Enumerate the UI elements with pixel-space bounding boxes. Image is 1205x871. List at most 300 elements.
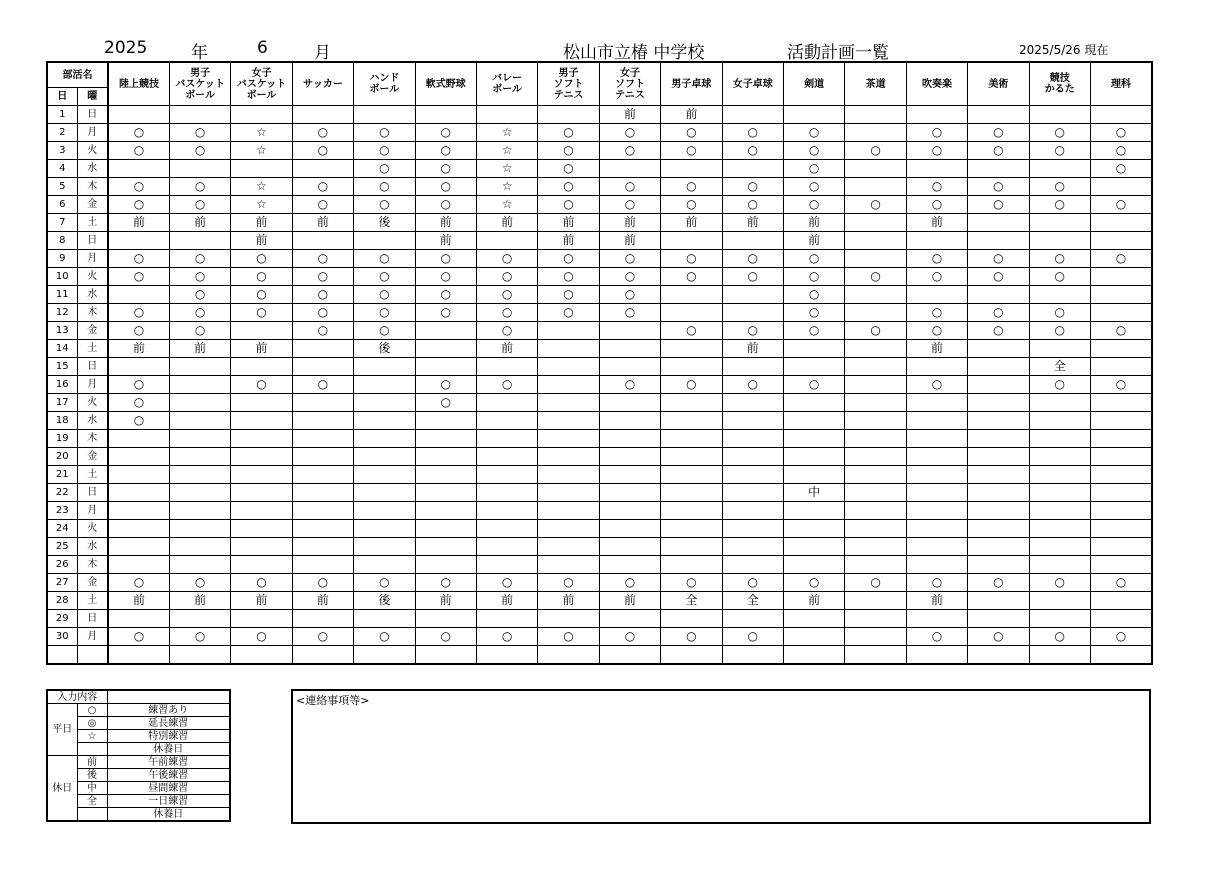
schedule-cell[interactable] xyxy=(538,484,599,502)
schedule-cell[interactable]: ○ xyxy=(169,628,230,646)
schedule-cell[interactable]: ○ xyxy=(354,250,415,268)
schedule-cell[interactable]: ○ xyxy=(354,178,415,196)
schedule-cell[interactable] xyxy=(906,232,967,250)
schedule-cell[interactable]: ○ xyxy=(599,250,660,268)
schedule-cell[interactable] xyxy=(845,376,906,394)
schedule-cell[interactable]: 前 xyxy=(231,214,292,232)
schedule-cell[interactable]: ○ xyxy=(415,394,476,412)
schedule-cell[interactable] xyxy=(538,538,599,556)
schedule-cell[interactable]: ○ xyxy=(354,322,415,340)
schedule-cell[interactable] xyxy=(292,466,353,484)
schedule-cell[interactable] xyxy=(599,394,660,412)
schedule-cell[interactable]: 前 xyxy=(538,232,599,250)
schedule-cell[interactable]: ○ xyxy=(783,376,844,394)
schedule-cell[interactable]: 前 xyxy=(599,232,660,250)
schedule-cell[interactable]: 前 xyxy=(231,592,292,610)
schedule-cell[interactable] xyxy=(108,160,169,178)
schedule-cell[interactable]: ☆ xyxy=(231,142,292,160)
schedule-cell[interactable] xyxy=(968,106,1029,124)
schedule-cell[interactable]: ○ xyxy=(292,250,353,268)
schedule-cell[interactable]: ○ xyxy=(783,286,844,304)
schedule-cell[interactable] xyxy=(845,106,906,124)
schedule-cell[interactable] xyxy=(1029,286,1090,304)
schedule-cell[interactable]: ○ xyxy=(783,322,844,340)
schedule-cell[interactable] xyxy=(538,610,599,628)
schedule-cell[interactable]: 前 xyxy=(415,214,476,232)
schedule-cell[interactable]: ○ xyxy=(906,142,967,160)
schedule-cell[interactable] xyxy=(354,502,415,520)
schedule-cell[interactable]: ○ xyxy=(783,178,844,196)
schedule-cell[interactable]: ○ xyxy=(661,178,722,196)
schedule-cell[interactable] xyxy=(661,358,722,376)
schedule-cell[interactable] xyxy=(538,394,599,412)
schedule-cell[interactable]: ○ xyxy=(415,196,476,214)
schedule-cell[interactable]: ○ xyxy=(538,574,599,592)
schedule-cell[interactable] xyxy=(108,232,169,250)
schedule-cell[interactable] xyxy=(169,646,230,665)
schedule-cell[interactable] xyxy=(169,466,230,484)
schedule-cell[interactable]: 前 xyxy=(231,340,292,358)
schedule-cell[interactable]: ○ xyxy=(538,142,599,160)
schedule-cell[interactable]: ☆ xyxy=(476,178,537,196)
schedule-cell[interactable]: ☆ xyxy=(476,124,537,142)
schedule-cell[interactable]: ○ xyxy=(415,160,476,178)
schedule-cell[interactable] xyxy=(906,358,967,376)
schedule-cell[interactable]: ○ xyxy=(968,628,1029,646)
schedule-cell[interactable]: ○ xyxy=(415,574,476,592)
schedule-cell[interactable]: ○ xyxy=(1029,376,1090,394)
schedule-cell[interactable]: ○ xyxy=(968,124,1029,142)
schedule-cell[interactable] xyxy=(599,358,660,376)
schedule-cell[interactable]: ○ xyxy=(169,124,230,142)
schedule-cell[interactable]: ○ xyxy=(968,196,1029,214)
schedule-cell[interactable] xyxy=(845,232,906,250)
schedule-cell[interactable] xyxy=(722,232,783,250)
schedule-cell[interactable]: 前 xyxy=(906,214,967,232)
schedule-cell[interactable]: 前 xyxy=(783,214,844,232)
schedule-cell[interactable] xyxy=(1091,484,1153,502)
schedule-cell[interactable] xyxy=(108,538,169,556)
schedule-cell[interactable] xyxy=(169,430,230,448)
schedule-cell[interactable]: ○ xyxy=(599,268,660,286)
schedule-cell[interactable] xyxy=(906,286,967,304)
schedule-cell[interactable] xyxy=(845,430,906,448)
schedule-cell[interactable] xyxy=(292,520,353,538)
schedule-cell[interactable] xyxy=(845,538,906,556)
schedule-cell[interactable]: 前 xyxy=(599,592,660,610)
schedule-cell[interactable] xyxy=(722,538,783,556)
schedule-cell[interactable]: ○ xyxy=(415,178,476,196)
schedule-cell[interactable] xyxy=(906,484,967,502)
schedule-cell[interactable] xyxy=(968,502,1029,520)
schedule-cell[interactable] xyxy=(783,448,844,466)
schedule-cell[interactable]: ○ xyxy=(415,250,476,268)
schedule-cell[interactable] xyxy=(722,556,783,574)
schedule-cell[interactable]: ○ xyxy=(1029,304,1090,322)
schedule-cell[interactable] xyxy=(845,556,906,574)
schedule-cell[interactable]: 前 xyxy=(599,214,660,232)
schedule-cell[interactable]: 前 xyxy=(476,592,537,610)
schedule-cell[interactable]: ○ xyxy=(538,196,599,214)
schedule-cell[interactable]: ○ xyxy=(169,304,230,322)
schedule-cell[interactable]: ○ xyxy=(783,268,844,286)
schedule-cell[interactable] xyxy=(661,304,722,322)
schedule-cell[interactable] xyxy=(415,646,476,665)
schedule-cell[interactable] xyxy=(476,448,537,466)
schedule-cell[interactable]: ○ xyxy=(108,394,169,412)
schedule-cell[interactable]: ○ xyxy=(722,142,783,160)
schedule-cell[interactable]: ○ xyxy=(661,124,722,142)
schedule-cell[interactable]: ○ xyxy=(169,574,230,592)
schedule-cell[interactable]: ○ xyxy=(231,286,292,304)
schedule-cell[interactable]: ○ xyxy=(906,304,967,322)
schedule-cell[interactable] xyxy=(599,448,660,466)
schedule-cell[interactable] xyxy=(1029,484,1090,502)
schedule-cell[interactable]: ○ xyxy=(783,142,844,160)
schedule-cell[interactable]: ○ xyxy=(476,304,537,322)
schedule-cell[interactable] xyxy=(292,394,353,412)
schedule-cell[interactable]: ○ xyxy=(476,376,537,394)
schedule-cell[interactable] xyxy=(108,448,169,466)
schedule-cell[interactable] xyxy=(292,556,353,574)
schedule-cell[interactable]: ○ xyxy=(599,286,660,304)
schedule-cell[interactable] xyxy=(169,538,230,556)
schedule-cell[interactable] xyxy=(968,214,1029,232)
schedule-cell[interactable]: ○ xyxy=(906,322,967,340)
schedule-cell[interactable] xyxy=(1029,340,1090,358)
schedule-cell[interactable] xyxy=(538,430,599,448)
schedule-cell[interactable]: ○ xyxy=(599,304,660,322)
schedule-cell[interactable] xyxy=(599,520,660,538)
schedule-cell[interactable]: ☆ xyxy=(231,196,292,214)
schedule-cell[interactable]: ○ xyxy=(476,250,537,268)
schedule-cell[interactable]: ○ xyxy=(231,628,292,646)
schedule-cell[interactable]: ○ xyxy=(354,196,415,214)
schedule-cell[interactable] xyxy=(231,610,292,628)
schedule-cell[interactable] xyxy=(292,430,353,448)
schedule-cell[interactable] xyxy=(845,412,906,430)
schedule-cell[interactable] xyxy=(1029,502,1090,520)
schedule-cell[interactable] xyxy=(292,502,353,520)
schedule-cell[interactable] xyxy=(968,376,1029,394)
schedule-cell[interactable]: ☆ xyxy=(231,124,292,142)
schedule-cell[interactable] xyxy=(538,466,599,484)
schedule-cell[interactable] xyxy=(661,610,722,628)
schedule-cell[interactable] xyxy=(845,466,906,484)
schedule-cell[interactable] xyxy=(783,556,844,574)
schedule-cell[interactable]: ○ xyxy=(1029,574,1090,592)
schedule-cell[interactable]: ☆ xyxy=(476,196,537,214)
schedule-cell[interactable] xyxy=(415,556,476,574)
schedule-cell[interactable] xyxy=(108,520,169,538)
schedule-cell[interactable] xyxy=(292,448,353,466)
schedule-cell[interactable] xyxy=(169,412,230,430)
schedule-cell[interactable] xyxy=(415,484,476,502)
schedule-cell[interactable] xyxy=(1029,214,1090,232)
schedule-cell[interactable] xyxy=(538,322,599,340)
schedule-cell[interactable] xyxy=(845,250,906,268)
schedule-cell[interactable]: 全 xyxy=(661,592,722,610)
schedule-cell[interactable]: 中 xyxy=(783,484,844,502)
schedule-cell[interactable]: ○ xyxy=(292,268,353,286)
schedule-cell[interactable] xyxy=(538,376,599,394)
schedule-cell[interactable]: ○ xyxy=(169,322,230,340)
schedule-cell[interactable] xyxy=(354,520,415,538)
schedule-cell[interactable]: ○ xyxy=(599,124,660,142)
schedule-cell[interactable] xyxy=(292,232,353,250)
schedule-cell[interactable]: ○ xyxy=(108,304,169,322)
schedule-cell[interactable]: ○ xyxy=(292,142,353,160)
schedule-cell[interactable] xyxy=(783,106,844,124)
schedule-cell[interactable]: ○ xyxy=(845,574,906,592)
schedule-cell[interactable]: ○ xyxy=(906,196,967,214)
schedule-cell[interactable]: 前 xyxy=(292,214,353,232)
schedule-cell[interactable] xyxy=(783,412,844,430)
schedule-cell[interactable] xyxy=(968,592,1029,610)
schedule-cell[interactable]: ○ xyxy=(661,250,722,268)
schedule-cell[interactable]: ○ xyxy=(783,304,844,322)
schedule-cell[interactable] xyxy=(1091,538,1153,556)
schedule-cell[interactable] xyxy=(722,394,783,412)
schedule-cell[interactable] xyxy=(783,538,844,556)
schedule-cell[interactable] xyxy=(783,340,844,358)
schedule-cell[interactable] xyxy=(169,376,230,394)
schedule-cell[interactable] xyxy=(661,286,722,304)
schedule-cell[interactable]: ○ xyxy=(661,322,722,340)
notes-box[interactable] xyxy=(291,689,1151,824)
schedule-cell[interactable] xyxy=(906,412,967,430)
schedule-cell[interactable] xyxy=(1091,214,1153,232)
schedule-cell[interactable] xyxy=(661,232,722,250)
schedule-cell[interactable]: ○ xyxy=(108,250,169,268)
schedule-cell[interactable]: ○ xyxy=(538,178,599,196)
schedule-cell[interactable] xyxy=(354,106,415,124)
schedule-cell[interactable] xyxy=(1091,232,1153,250)
schedule-cell[interactable]: ○ xyxy=(108,376,169,394)
schedule-cell[interactable] xyxy=(1091,286,1153,304)
schedule-cell[interactable] xyxy=(231,538,292,556)
schedule-cell[interactable] xyxy=(599,610,660,628)
schedule-cell[interactable] xyxy=(599,484,660,502)
schedule-cell[interactable]: ○ xyxy=(968,322,1029,340)
schedule-cell[interactable]: ○ xyxy=(722,574,783,592)
schedule-cell[interactable] xyxy=(1029,412,1090,430)
schedule-cell[interactable] xyxy=(476,106,537,124)
schedule-cell[interactable] xyxy=(292,538,353,556)
schedule-cell[interactable] xyxy=(968,466,1029,484)
schedule-cell[interactable] xyxy=(1091,646,1153,665)
schedule-cell[interactable]: ○ xyxy=(1091,160,1153,178)
schedule-cell[interactable]: ○ xyxy=(1029,322,1090,340)
schedule-cell[interactable] xyxy=(292,412,353,430)
schedule-cell[interactable]: ○ xyxy=(476,268,537,286)
schedule-cell[interactable] xyxy=(108,556,169,574)
schedule-cell[interactable] xyxy=(1029,610,1090,628)
schedule-cell[interactable] xyxy=(1091,448,1153,466)
schedule-cell[interactable]: ○ xyxy=(661,628,722,646)
schedule-cell[interactable]: 前 xyxy=(722,340,783,358)
schedule-cell[interactable]: ○ xyxy=(231,250,292,268)
schedule-cell[interactable] xyxy=(845,214,906,232)
schedule-cell[interactable]: ○ xyxy=(354,142,415,160)
schedule-cell[interactable] xyxy=(538,412,599,430)
schedule-cell[interactable] xyxy=(783,520,844,538)
schedule-cell[interactable]: ○ xyxy=(906,574,967,592)
schedule-cell[interactable] xyxy=(968,394,1029,412)
schedule-cell[interactable] xyxy=(1091,394,1153,412)
schedule-cell[interactable]: ○ xyxy=(169,196,230,214)
schedule-cell[interactable] xyxy=(722,358,783,376)
schedule-cell[interactable]: ○ xyxy=(906,178,967,196)
schedule-cell[interactable] xyxy=(722,430,783,448)
schedule-cell[interactable] xyxy=(661,556,722,574)
schedule-cell[interactable]: 前 xyxy=(169,592,230,610)
schedule-cell[interactable] xyxy=(845,502,906,520)
schedule-cell[interactable] xyxy=(1091,178,1153,196)
schedule-cell[interactable]: 前 xyxy=(783,232,844,250)
schedule-cell[interactable]: ○ xyxy=(108,628,169,646)
schedule-cell[interactable]: ○ xyxy=(292,304,353,322)
schedule-cell[interactable]: ○ xyxy=(845,268,906,286)
schedule-cell[interactable] xyxy=(476,502,537,520)
schedule-cell[interactable] xyxy=(415,412,476,430)
schedule-cell[interactable] xyxy=(476,646,537,665)
schedule-cell[interactable]: ○ xyxy=(968,304,1029,322)
schedule-cell[interactable] xyxy=(108,646,169,665)
schedule-cell[interactable]: ○ xyxy=(292,574,353,592)
schedule-cell[interactable]: 前 xyxy=(231,232,292,250)
schedule-cell[interactable]: ○ xyxy=(599,376,660,394)
schedule-cell[interactable]: ☆ xyxy=(231,178,292,196)
schedule-cell[interactable] xyxy=(968,412,1029,430)
schedule-cell[interactable] xyxy=(169,556,230,574)
schedule-cell[interactable] xyxy=(1029,160,1090,178)
schedule-cell[interactable] xyxy=(1029,394,1090,412)
schedule-cell[interactable]: 前 xyxy=(108,340,169,358)
schedule-cell[interactable] xyxy=(1029,592,1090,610)
schedule-cell[interactable] xyxy=(538,520,599,538)
schedule-cell[interactable] xyxy=(415,610,476,628)
schedule-cell[interactable]: ○ xyxy=(599,628,660,646)
schedule-cell[interactable] xyxy=(968,340,1029,358)
schedule-cell[interactable]: ○ xyxy=(1029,178,1090,196)
schedule-cell[interactable] xyxy=(845,448,906,466)
schedule-cell[interactable]: ○ xyxy=(599,178,660,196)
schedule-cell[interactable] xyxy=(1091,592,1153,610)
schedule-cell[interactable]: ○ xyxy=(538,124,599,142)
schedule-cell[interactable] xyxy=(108,502,169,520)
schedule-cell[interactable] xyxy=(231,106,292,124)
schedule-cell[interactable] xyxy=(845,394,906,412)
schedule-cell[interactable]: ○ xyxy=(1029,268,1090,286)
schedule-cell[interactable] xyxy=(354,610,415,628)
schedule-cell[interactable] xyxy=(292,106,353,124)
schedule-cell[interactable]: ○ xyxy=(1091,124,1153,142)
schedule-cell[interactable]: ○ xyxy=(722,250,783,268)
schedule-cell[interactable] xyxy=(906,160,967,178)
schedule-cell[interactable] xyxy=(476,394,537,412)
schedule-cell[interactable] xyxy=(845,610,906,628)
schedule-cell[interactable]: 後 xyxy=(354,592,415,610)
schedule-cell[interactable]: ○ xyxy=(1029,124,1090,142)
schedule-cell[interactable] xyxy=(845,178,906,196)
schedule-cell[interactable] xyxy=(845,286,906,304)
schedule-cell[interactable] xyxy=(1091,340,1153,358)
schedule-cell[interactable]: 前 xyxy=(722,214,783,232)
schedule-cell[interactable] xyxy=(845,304,906,322)
schedule-cell[interactable]: ○ xyxy=(292,376,353,394)
schedule-cell[interactable]: 前 xyxy=(292,592,353,610)
schedule-cell[interactable]: ○ xyxy=(354,124,415,142)
schedule-cell[interactable] xyxy=(599,646,660,665)
schedule-cell[interactable] xyxy=(415,106,476,124)
schedule-cell[interactable] xyxy=(906,646,967,665)
schedule-cell[interactable] xyxy=(415,430,476,448)
schedule-cell[interactable] xyxy=(845,646,906,665)
schedule-cell[interactable] xyxy=(1029,538,1090,556)
schedule-cell[interactable]: ○ xyxy=(661,142,722,160)
schedule-cell[interactable] xyxy=(476,466,537,484)
schedule-cell[interactable] xyxy=(108,430,169,448)
schedule-cell[interactable]: ○ xyxy=(599,196,660,214)
schedule-cell[interactable] xyxy=(599,556,660,574)
schedule-cell[interactable]: ○ xyxy=(1091,250,1153,268)
schedule-cell[interactable] xyxy=(599,502,660,520)
schedule-cell[interactable] xyxy=(354,448,415,466)
schedule-cell[interactable]: ○ xyxy=(415,304,476,322)
schedule-cell[interactable]: 前 xyxy=(415,592,476,610)
schedule-cell[interactable]: 前 xyxy=(476,214,537,232)
schedule-cell[interactable]: ○ xyxy=(845,142,906,160)
schedule-cell[interactable] xyxy=(1091,520,1153,538)
schedule-cell[interactable]: ○ xyxy=(1091,376,1153,394)
schedule-cell[interactable]: ○ xyxy=(661,376,722,394)
schedule-cell[interactable]: ○ xyxy=(415,628,476,646)
schedule-cell[interactable] xyxy=(906,520,967,538)
schedule-cell[interactable] xyxy=(599,340,660,358)
schedule-cell[interactable]: 全 xyxy=(1029,358,1090,376)
schedule-cell[interactable] xyxy=(354,376,415,394)
schedule-cell[interactable]: ○ xyxy=(108,142,169,160)
schedule-cell[interactable] xyxy=(476,412,537,430)
schedule-cell[interactable]: ○ xyxy=(1029,250,1090,268)
schedule-cell[interactable] xyxy=(661,520,722,538)
schedule-cell[interactable] xyxy=(1029,520,1090,538)
schedule-cell[interactable] xyxy=(783,466,844,484)
schedule-cell[interactable] xyxy=(108,358,169,376)
schedule-cell[interactable]: ○ xyxy=(108,412,169,430)
schedule-cell[interactable]: 前 xyxy=(599,106,660,124)
schedule-cell[interactable] xyxy=(783,628,844,646)
schedule-cell[interactable] xyxy=(968,538,1029,556)
schedule-cell[interactable] xyxy=(1091,466,1153,484)
schedule-cell[interactable]: ○ xyxy=(906,268,967,286)
schedule-cell[interactable] xyxy=(599,160,660,178)
schedule-cell[interactable] xyxy=(968,358,1029,376)
schedule-cell[interactable] xyxy=(783,394,844,412)
schedule-cell[interactable] xyxy=(354,466,415,484)
schedule-cell[interactable]: 後 xyxy=(354,340,415,358)
schedule-cell[interactable] xyxy=(292,358,353,376)
schedule-cell[interactable]: ○ xyxy=(292,286,353,304)
schedule-cell[interactable] xyxy=(783,502,844,520)
schedule-cell[interactable] xyxy=(783,646,844,665)
schedule-cell[interactable] xyxy=(722,502,783,520)
schedule-cell[interactable]: ○ xyxy=(292,322,353,340)
schedule-cell[interactable] xyxy=(292,610,353,628)
schedule-cell[interactable] xyxy=(661,160,722,178)
schedule-cell[interactable]: ○ xyxy=(231,574,292,592)
